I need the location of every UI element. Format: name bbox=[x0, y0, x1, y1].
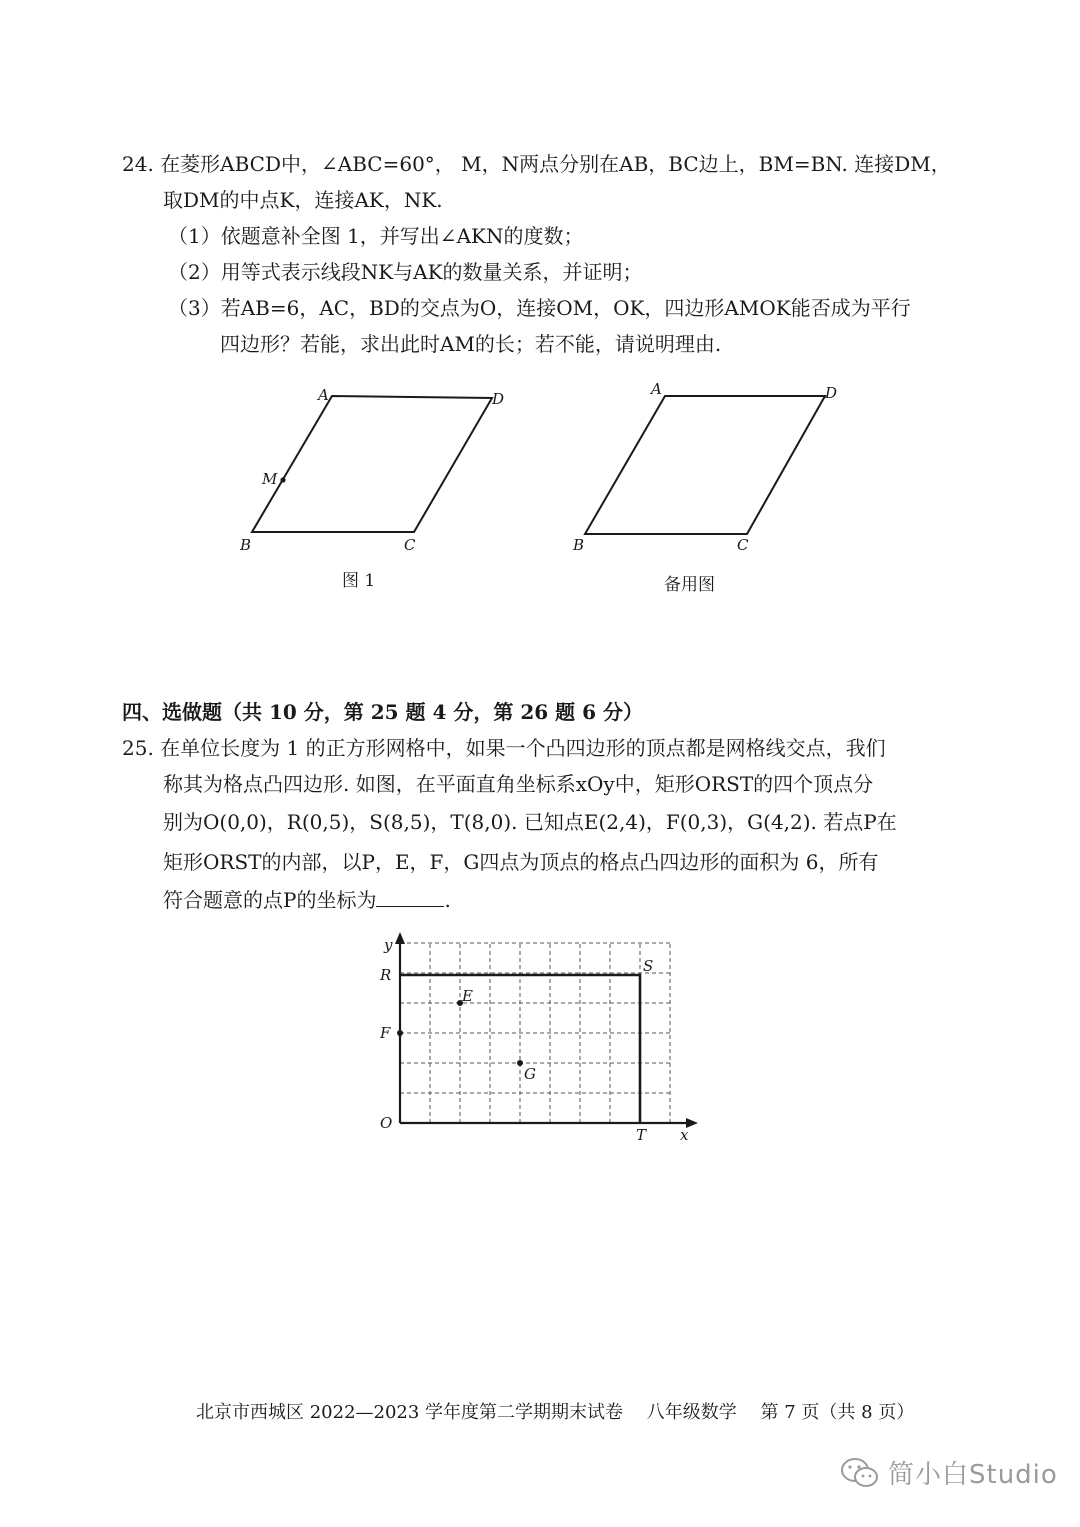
figure-1-rhombus bbox=[230, 380, 520, 560]
footer-exam-title: 北京市西城区 2022—2023 学年度第二学期期末试卷 bbox=[196, 1402, 624, 1423]
label-b: B bbox=[573, 536, 585, 554]
watermark-text: 简小白Studio bbox=[888, 1460, 1058, 1490]
q25-stem-line4: 矩形ORST的内部，以P，E，F，G四点为顶点的格点凸四边形的面积为 6，所有 bbox=[163, 850, 879, 874]
q25-period: . bbox=[444, 888, 451, 912]
label-r: R bbox=[380, 966, 392, 984]
grid-lines bbox=[400, 943, 670, 1123]
wechat-icon bbox=[840, 1456, 880, 1490]
label-t: T bbox=[636, 1126, 647, 1144]
watermark bbox=[840, 1454, 1058, 1491]
q24-subquestion-1: （1）依题意补全图 1，并写出∠AKN的度数； bbox=[168, 224, 584, 248]
q25-stem-line5 bbox=[163, 886, 451, 914]
footer-grade: 八年级数学 bbox=[646, 1402, 737, 1423]
label-e: E bbox=[462, 987, 473, 1005]
footer-page-number: 第 7 页（共 8 页） bbox=[760, 1402, 915, 1423]
q25-prompt: 符合题意的点P的坐标为 bbox=[163, 888, 377, 912]
label-d: D bbox=[492, 390, 505, 408]
q24-stem-line2: 取DM的中点K，连接AK，NK. bbox=[163, 188, 443, 212]
q24-stem-line1: 24. 在菱形ABCD中，∠ABC=60°， M，N两点分别在AB，BC边上，BM=BN. 连接DM， bbox=[122, 152, 951, 176]
y-axis-label: y bbox=[384, 936, 393, 954]
label-d: D bbox=[825, 384, 838, 402]
point-f bbox=[397, 1030, 403, 1036]
coordinate-grid-figure bbox=[370, 930, 710, 1145]
figure-backup-caption: 备用图 bbox=[664, 575, 715, 595]
label-s: S bbox=[643, 957, 654, 975]
q25-stem-line1: 25. 在单位长度为 1 的正方形网格中，如果一个凸四边形的顶点都是网格线交点，我们 bbox=[122, 736, 886, 760]
label-g: G bbox=[524, 1065, 536, 1083]
q24-subquestion-3: （3）若AB=6，AC，BD的交点为O，连接OM，OK，四边形AMOK能否成为平行 bbox=[168, 296, 911, 320]
label-b: B bbox=[240, 536, 252, 554]
label-c: C bbox=[404, 536, 416, 554]
rhombus-abcd-backup bbox=[585, 396, 825, 534]
point-g bbox=[517, 1060, 523, 1066]
rhombus-abcd-fig1 bbox=[252, 396, 492, 532]
q24-subquestion-3-cont: 四边形？若能，求出此时AM的长；若不能，请说明理由. bbox=[220, 332, 722, 356]
q25-stem-line2: 称其为格点凸四边形. 如图，在平面直角坐标系xOy中，矩形ORST的四个顶点分 bbox=[163, 772, 874, 796]
figure-backup-rhombus bbox=[565, 378, 855, 562]
label-m: M bbox=[262, 470, 278, 488]
label-a: A bbox=[318, 386, 329, 404]
label-f: F bbox=[380, 1024, 391, 1042]
x-axis-label: x bbox=[680, 1126, 689, 1144]
label-a: A bbox=[651, 380, 662, 398]
label-c: C bbox=[737, 536, 749, 554]
figure-1-caption: 图 1 bbox=[342, 571, 376, 591]
answer-blank bbox=[376, 886, 444, 907]
page-footer bbox=[196, 1400, 932, 1426]
point-m-marker bbox=[280, 477, 285, 482]
q25-stem-line3: 别为O(0,0)，R(0,5)，S(8,5)，T(8,0). 已知点E(2,4)，F(0,3)，G(4,2). 若点P在 bbox=[163, 810, 897, 834]
y-axis-arrow bbox=[395, 932, 405, 944]
label-o: O bbox=[380, 1114, 393, 1132]
section-4-heading: 四、选做题（共 10 分，第 25 题 4 分，第 26 题 6 分） bbox=[122, 700, 643, 724]
q24-subquestion-2: （2）用等式表示线段NK与AK的数量关系，并证明； bbox=[168, 260, 643, 284]
